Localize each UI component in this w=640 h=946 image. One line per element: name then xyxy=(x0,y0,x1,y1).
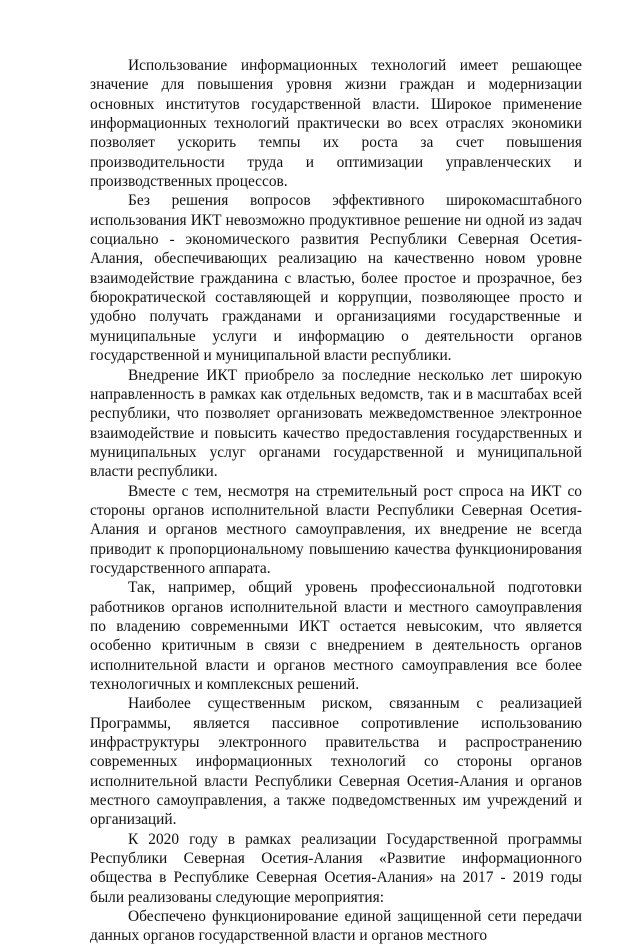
paragraph-5: Так, например, общий уровень профессиональной подготовки работников органов исполнительной власти и местного самоуправления по владению современными ИКТ остается невысоким, что является особенно критичным в связи с внедрением в деятельность органов исполнительной власти и органов местного самоуправления все более технологичных и комплексных решений. xyxy=(90,579,582,693)
paragraph-2: Без решения вопросов эффективного широкомасштабного использования ИКТ невозможно продуктивное решение ни одной из задач социально - экономического развития Республики Северная Осетия-Алания, обеспечивающих реализацию на качественно новом уровне взаимодействие гражданина с властью, более простое и прозрачное, без бюрократической составляющей и коррупции, позволяющее просто и удобно получать гражданами и организациями государственные и муниципальные услуги и информацию о деятельности органов государственной и муниципальной власти республики. xyxy=(90,192,582,365)
paragraph-1: Использование информационных технологий имеет решающее значение для повышения уровня жизни граждан и модернизации основных институтов государственной власти. Широкое применение информационных технологий практически во всех отраслях экономики позволяет ускорить темпы их роста за счет повышения производительности труда и оптимизации управленческих и производственных процессов. xyxy=(90,57,582,191)
paragraph-3: Внедрение ИКТ приобрело за последние несколько лет широкую направленность в рамках как отдельных ведомств, так и в масштабах всей республики, что позволяет организовать межведомственное электронное взаимодействие и повысить качество предоставления государственных и муниципальных услуг органами государственной и муниципальной власти республики. xyxy=(90,366,582,481)
paragraph-8: Обеспечено функционирование единой защищенной сети передачи данных органов государственной власти и органов местного xyxy=(90,908,582,945)
paragraph-7: К 2020 году в рамках реализации Государственной программы Республики Северная Осетия-Алания «Развитие информационного общества в Республике Северная Осетия-Алания» на 2017 - 2019 годы были реализованы следующие мероприятия: xyxy=(90,830,582,906)
paragraph-6: Наиболее существенным риском, связанным с реализацией Программы, является пассивное сопротивление использованию инфраструктуры электронного правительства и распространению современных информационных технологий со стороны органов исполнительной власти Республики Северная Осетия-Алания и органов местного самоуправления, а также подведомственных им учреждений и организаций. xyxy=(90,695,582,829)
paragraph-4: Вместе с тем, несмотря на стремительный рост спроса на ИКТ со стороны органов исполнительной власти Республики Северная Осетия-Алания и органов местного самоуправления, их внедрение не всегда приводит к пропорциональному повышению качества функционирования государственного аппарата. xyxy=(90,482,582,577)
